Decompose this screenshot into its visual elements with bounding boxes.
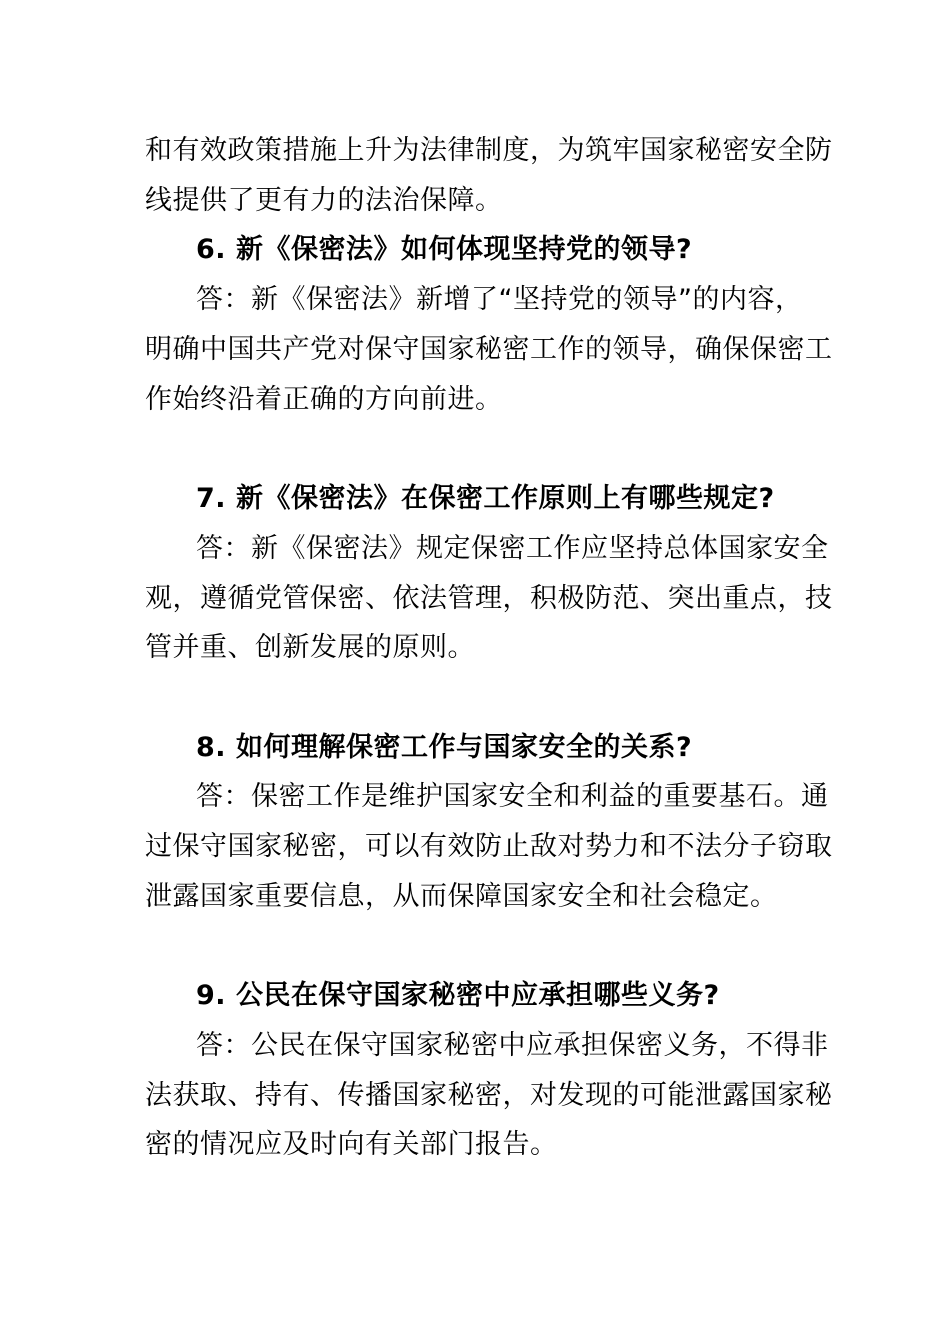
- answer-6-line-1: 答：新《保密法》新增了“坚持党的领导”的内容，: [196, 284, 803, 315]
- answer-9-line-3: 密的情况应及时向有关部门报告。: [145, 1129, 558, 1160]
- answer-7-line-3: 管并重、创新发展的原则。: [145, 632, 475, 663]
- intro-line-1: 和有效政策措施上升为法律制度，为筑牢国家秘密安全防: [145, 135, 833, 166]
- question-6-heading: 6. 新《保密法》如何体现坚持党的领导?: [196, 234, 693, 265]
- answer-8-line-2: 过保守国家秘密，可以有效防止敌对势力和不法分子窃取: [145, 831, 833, 862]
- answer-6-line-3: 作始终沿着正确的方向前进。: [145, 384, 503, 415]
- answer-8-line-1: 答：保密工作是维护国家安全和利益的重要基石。通: [196, 781, 829, 812]
- answer-8-line-3: 泄露国家重要信息，从而保障国家安全和社会稳定。: [145, 881, 778, 912]
- answer-9-line-2: 法获取、持有、传播国家秘密，对发现的可能泄露国家秘: [145, 1080, 833, 1111]
- intro-line-2: 线提供了更有力的法治保障。: [145, 185, 503, 216]
- question-7-heading: 7. 新《保密法》在保密工作原则上有哪些规定?: [196, 483, 775, 514]
- answer-7-line-1: 答：新《保密法》规定保密工作应坚持总体国家安全: [196, 533, 829, 564]
- question-8-heading: 8. 如何理解保密工作与国家安全的关系?: [196, 732, 693, 763]
- answer-9-line-1: 答：公民在保守国家秘密中应承担保密义务，不得非: [196, 1030, 829, 1061]
- answer-6-line-2: 明确中国共产党对保守国家秘密工作的领导，确保保密工: [145, 334, 833, 365]
- question-9-heading: 9. 公民在保守国家秘密中应承担哪些义务?: [196, 980, 720, 1011]
- answer-7-line-2: 观，遵循党管保密、依法管理，积极防范、突出重点，技: [145, 583, 833, 614]
